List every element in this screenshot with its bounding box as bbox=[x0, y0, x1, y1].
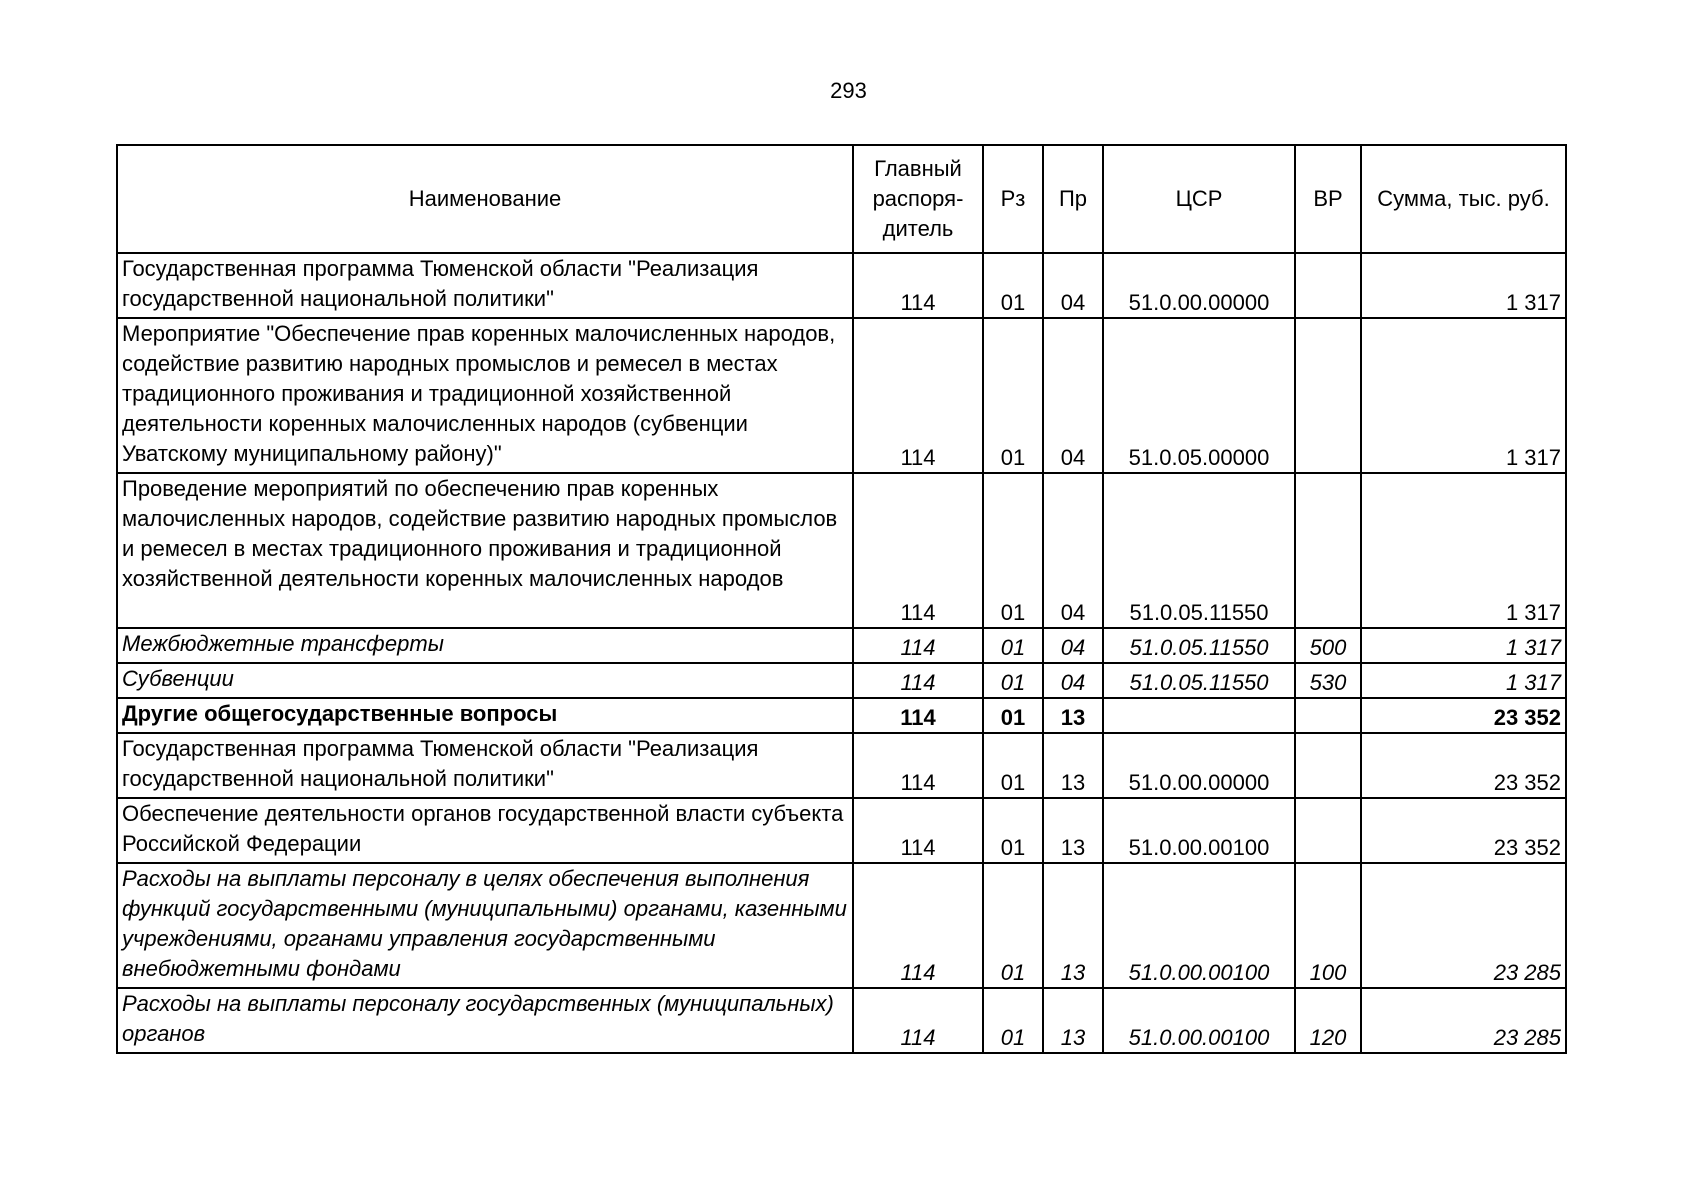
row-name: Другие общегосударственные вопросы bbox=[117, 698, 853, 733]
table-row bbox=[117, 863, 1566, 988]
row-main-manager: 114 bbox=[853, 733, 983, 798]
row-expense-type bbox=[1295, 698, 1361, 733]
page-number: 293 bbox=[830, 78, 867, 103]
row-main-manager: 114 bbox=[853, 628, 983, 663]
row-amount: 23 352 bbox=[1361, 798, 1566, 863]
row-name: Межбюджетные трансферты bbox=[117, 628, 853, 663]
row-subsection: 13 bbox=[1043, 698, 1103, 733]
row-subsection: 13 bbox=[1043, 863, 1103, 988]
header-section: Рз bbox=[983, 145, 1043, 253]
row-amount: 1 317 bbox=[1361, 473, 1566, 628]
row-section: 01 bbox=[983, 628, 1043, 663]
row-amount: 1 317 bbox=[1361, 318, 1566, 473]
row-expense-type bbox=[1295, 798, 1361, 863]
row-name: Расходы на выплаты персоналу в целях обеспечения выполнения функций государственными (муниципальными) органами, казенными учреждениями, органами управления государственными внебюджетными фондами bbox=[117, 863, 853, 988]
row-subsection: 04 bbox=[1043, 253, 1103, 318]
table-row bbox=[117, 628, 1566, 663]
row-name: Мероприятие "Обеспечение прав коренных малочисленных народов, содействие развитию народных промыслов и ремесел в местах традиционного проживания и традиционной хозяйственной деятельности коренных малочисленных народов (субвенции Уватскому муниципальному району)" bbox=[117, 318, 853, 473]
row-subsection: 13 bbox=[1043, 988, 1103, 1053]
row-amount: 1 317 bbox=[1361, 253, 1566, 318]
row-target-article: 51.0.00.00100 bbox=[1103, 798, 1295, 863]
budget-table bbox=[116, 144, 1567, 1054]
row-subsection: 04 bbox=[1043, 628, 1103, 663]
row-target-article: 51.0.00.00100 bbox=[1103, 863, 1295, 988]
table-row bbox=[117, 798, 1566, 863]
row-section: 01 bbox=[983, 473, 1043, 628]
row-main-manager: 114 bbox=[853, 253, 983, 318]
table-header-row bbox=[117, 145, 1566, 253]
row-expense-type bbox=[1295, 473, 1361, 628]
row-main-manager: 114 bbox=[853, 863, 983, 988]
row-expense-type bbox=[1295, 318, 1361, 473]
header-amount: Сумма, тыс. руб. bbox=[1361, 145, 1566, 253]
header-target-article: ЦСР bbox=[1103, 145, 1295, 253]
row-section: 01 bbox=[983, 663, 1043, 698]
row-main-manager: 114 bbox=[853, 318, 983, 473]
row-section: 01 bbox=[983, 318, 1043, 473]
row-main-manager: 114 bbox=[853, 473, 983, 628]
row-subsection: 04 bbox=[1043, 663, 1103, 698]
row-name: Государственная программа Тюменской области "Реализация государственной национальной политики" bbox=[117, 253, 853, 318]
row-target-article: 51.0.05.00000 bbox=[1103, 318, 1295, 473]
row-expense-type bbox=[1295, 253, 1361, 318]
row-subsection: 04 bbox=[1043, 473, 1103, 628]
row-expense-type: 500 bbox=[1295, 628, 1361, 663]
row-target-article: 51.0.00.00000 bbox=[1103, 733, 1295, 798]
row-target-article: 51.0.05.11550 bbox=[1103, 663, 1295, 698]
row-target-article: 51.0.00.00100 bbox=[1103, 988, 1295, 1053]
row-expense-type: 120 bbox=[1295, 988, 1361, 1053]
row-main-manager: 114 bbox=[853, 698, 983, 733]
table-row bbox=[117, 733, 1566, 798]
row-target-article bbox=[1103, 698, 1295, 733]
row-section: 01 bbox=[983, 798, 1043, 863]
row-target-article: 51.0.05.11550 bbox=[1103, 473, 1295, 628]
row-expense-type: 530 bbox=[1295, 663, 1361, 698]
row-target-article: 51.0.00.00000 bbox=[1103, 253, 1295, 318]
table-row bbox=[117, 663, 1566, 698]
header-subsection: Пр bbox=[1043, 145, 1103, 253]
row-main-manager: 114 bbox=[853, 798, 983, 863]
row-main-manager: 114 bbox=[853, 988, 983, 1053]
row-amount: 23 285 bbox=[1361, 988, 1566, 1053]
row-section: 01 bbox=[983, 988, 1043, 1053]
row-amount: 23 285 bbox=[1361, 863, 1566, 988]
header-expense-type: ВР bbox=[1295, 145, 1361, 253]
row-amount: 23 352 bbox=[1361, 698, 1566, 733]
row-name: Проведение мероприятий по обеспечению прав коренных малочисленных народов, содействие развитию народных промыслов и ремесел в местах традиционного проживания и традиционной хозяйственной деятельности коренных малочисленных народов bbox=[117, 473, 853, 628]
table-row bbox=[117, 318, 1566, 473]
row-main-manager: 114 bbox=[853, 663, 983, 698]
row-name: Расходы на выплаты персоналу государственных (муниципальных) органов bbox=[117, 988, 853, 1053]
row-section: 01 bbox=[983, 733, 1043, 798]
row-amount: 1 317 bbox=[1361, 663, 1566, 698]
row-section: 01 bbox=[983, 698, 1043, 733]
row-expense-type bbox=[1295, 733, 1361, 798]
row-expense-type: 100 bbox=[1295, 863, 1361, 988]
row-name: Обеспечение деятельности органов государственной власти субъекта Российской Федерации bbox=[117, 798, 853, 863]
row-target-article: 51.0.05.11550 bbox=[1103, 628, 1295, 663]
row-name: Государственная программа Тюменской области "Реализация государственной национальной политики" bbox=[117, 733, 853, 798]
header-name: Наименование bbox=[117, 145, 853, 253]
header-main-manager: Главный распоря-дитель bbox=[853, 145, 983, 253]
row-amount: 23 352 bbox=[1361, 733, 1566, 798]
row-amount: 1 317 bbox=[1361, 628, 1566, 663]
table-row bbox=[117, 698, 1566, 733]
row-subsection: 13 bbox=[1043, 798, 1103, 863]
table-row bbox=[117, 253, 1566, 318]
row-subsection: 04 bbox=[1043, 318, 1103, 473]
table-row bbox=[117, 473, 1566, 628]
row-section: 01 bbox=[983, 253, 1043, 318]
table-row bbox=[117, 988, 1566, 1053]
row-subsection: 13 bbox=[1043, 733, 1103, 798]
row-name: Субвенции bbox=[117, 663, 853, 698]
row-section: 01 bbox=[983, 863, 1043, 988]
